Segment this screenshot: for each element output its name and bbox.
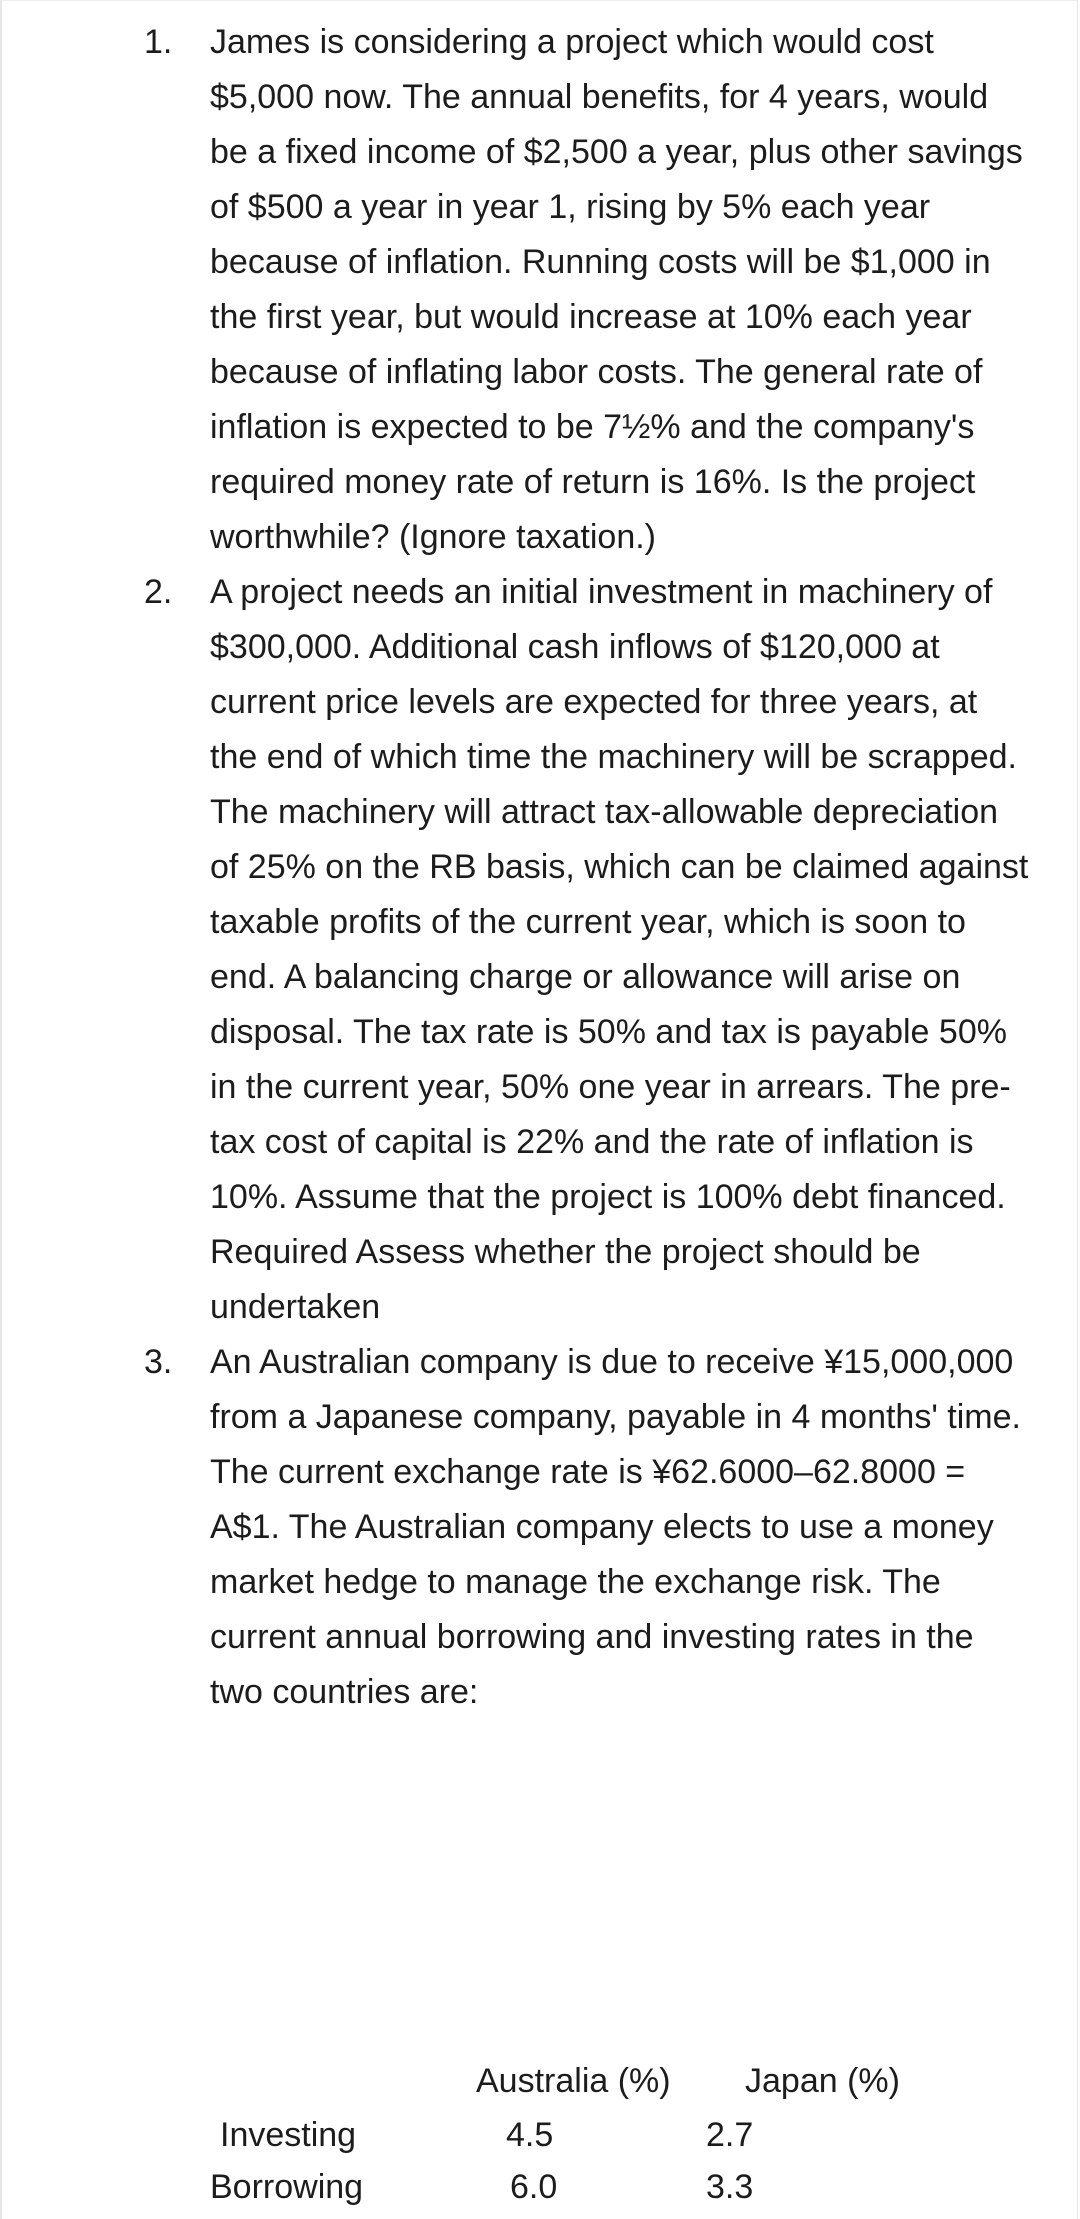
question-number: 1.: [144, 23, 173, 61]
cell-borrowing-japan: 3.3: [706, 2168, 754, 2206]
question-list: [132, 15, 1032, 1720]
question-required-text: Required Assess whether the project should be undertaken: [210, 1233, 921, 1326]
question-number: 3.: [144, 1343, 173, 1381]
row-label-investing: Investing: [220, 2116, 357, 2154]
header-japan: Japan (%): [745, 2062, 900, 2100]
cell-investing-australia: 4.5: [506, 2116, 554, 2154]
cell-investing-japan: 2.7: [706, 2116, 754, 2154]
header-australia: Australia (%): [476, 2062, 671, 2100]
row-label-borrowing: Borrowing: [210, 2168, 364, 2206]
question-number: 2.: [144, 573, 173, 611]
question-1: [132, 15, 1032, 565]
rates-table: [210, 2056, 970, 2216]
question-3: [132, 1335, 1032, 1720]
question-text: James is considering a project which would cost $5,000 now. The annual benefits, for 4 years, would be a fixed income of $2,500 a year, plus other savings of $500 a year in year 1, rising by 5% each year because of inflation. Running costs will be $1,000 in the first year, but would increase at 10% each year because of inflating labor costs. The general rate of inflation is expected to be 7½% and the company's required money rate of return is 16%. Is the project worthwhile? (Ignore taxation.): [210, 23, 1023, 556]
cell-borrowing-australia: 6.0: [510, 2168, 558, 2206]
question-text: An Australian company is due to receive ¥15,000,000 from a Japanese company, payable in 4 months' time. The current exchange rate is ¥62.6000–62.8000 = A$1. The Australian company elects to use a money market hedge to manage the exchange risk. The current annual borrowing and investing rates in the two countries are:: [210, 1343, 1021, 1711]
question-text: A project needs an initial investment in machinery of $300,000. Additional cash inflows of $120,000 at current price levels are expected for three years, at the end of which time the machinery will be scrapped. The machinery will attract tax-allowable depreciation of 25% on the RB basis, which can be claimed against taxable profits of the current year, which is soon to end. A balancing charge or allowance will arise on disposal. The tax rate is 50% and tax is payable 50% in the current year, 50% one year in arrears. The pre-tax cost of capital is 22% and the rate of inflation is 10%. Assume that the project is 100% debt financed.: [210, 573, 1029, 1216]
question-2: [132, 565, 1032, 1335]
